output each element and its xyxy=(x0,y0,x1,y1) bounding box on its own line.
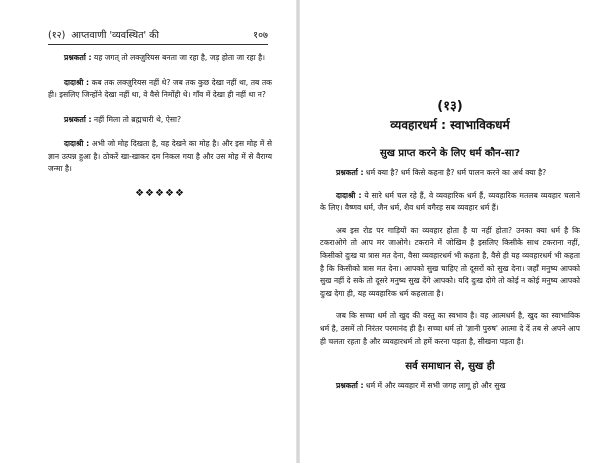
section-end-ornament: ❖❖❖❖❖ xyxy=(135,187,185,199)
paragraph xyxy=(48,138,272,176)
paragraph-text: ये सारे धर्म चल रहे हैं, वे व्यवहारिक धर्म हैं, व्यवहारिक मतलब व्यवहार चलाने के लिए। वैष्णव धर्म, जैन धर्म, शैव धर्म वगैरह सब व्यवहार धर्म हैं। xyxy=(320,190,580,213)
section-heading: सुख प्राप्त करने के लिए धर्म कौन-सा? xyxy=(379,148,521,159)
right-page xyxy=(300,0,600,463)
speaker-label: दादाश्री : xyxy=(64,77,90,87)
paragraph xyxy=(320,310,580,348)
running-header xyxy=(48,28,268,45)
chapter-number: (१३) xyxy=(437,99,463,114)
chapter-title: व्यवहारधर्म : स्वाभाविकधर्म xyxy=(390,118,510,132)
paragraph xyxy=(48,77,272,102)
speaker-label: प्रश्नकर्ता : xyxy=(64,114,92,124)
paragraph xyxy=(320,167,580,180)
left-page xyxy=(0,0,296,463)
speaker-label: प्रश्नकर्ता : xyxy=(336,168,364,177)
sub-heading: सर्व समाधान से, सुख ही xyxy=(405,361,495,373)
page-number: १०७ xyxy=(253,30,268,41)
left-text-column xyxy=(48,52,272,199)
speaker-label: दादाश्री : xyxy=(336,190,362,200)
paragraph-text: नहीं मिला तो ब्रह्मचारी थे, ऐसा? xyxy=(91,114,181,124)
paragraph xyxy=(48,114,272,127)
paragraph-text: अभी जो मोह दिखता है, वह देखने का मोह है। और इस मोह में से ज्ञान उत्पन्न हुआ है। ठोकरें खा-खाकर दम निकल गया है और उस मोह में से वैराग्य जन्मा है। xyxy=(48,139,272,173)
paragraph xyxy=(320,380,580,393)
paragraph xyxy=(48,52,272,65)
right-text-column xyxy=(320,96,580,403)
paragraph-text: धर्म क्या है? धर्म किसे कहना है? धर्म पालन करने का अर्थ क्या है? xyxy=(363,168,547,177)
page-label: (१२) xyxy=(48,30,66,41)
speaker-label: प्रश्नकर्ता : xyxy=(336,381,364,391)
paragraph xyxy=(320,225,580,301)
speaker-label: प्रश्नकर्ता : xyxy=(64,53,92,62)
running-title: आप्तवाणी 'व्यवस्थित' की xyxy=(71,30,159,41)
speaker-label: दादाश्री : xyxy=(64,139,90,148)
paragraph-text: जब कि सच्चा धर्म तो खुद की वस्तु का स्वभाव है। वह आत्मधर्म है, खुद का स्वाभाविक धर्म है, उसमें तो निरंतर परमानंद ही है। सच्चा धर्म तो 'ज्ञानी पुरुष' आत्मा दे दें तब से अपने आप ही चलता रहता है और व्यवहारधर्म तो हमें करना पड़ता है, सीखना पड़ता है। xyxy=(320,311,580,346)
paragraph-text: धर्म में और व्यवहार में सभी जगह लागू हो और सुख xyxy=(363,381,506,391)
paragraph-text: अब इस रोड पर गाड़ियों का व्यवहार होता है या नहीं होता? उनका क्या धर्म है कि टकराओगे तो आप मर जाओगे। टकराने में जोखिम है इसलिए किसीके साथ टकराना नहीं, किसीको दुःख या त्रास मत देना, वैसा व्यवहारधर्म भी कहता है, वैसे ही यह व्यवहारधर्म भी कहता है कि किसीको त्रास मत देना। आपको सुख चाहिए तो दूसरों को सुख देना। जहाँ मनुष्य आपको सुख नहीं दे सके तो दूसरे मनुष्य सुख देंगे आपको। यदि दुःख दोगे तो कोई न कोई मनुष्य आपको दुःख देगा ही, यह व्यवहारिक धर्म कहलाता है। xyxy=(320,225,580,298)
paragraph xyxy=(320,190,580,215)
paragraph-text: यह जगत् तो लक्ज़ुरियस बनता जा रहा है, जड़ होता जा रहा है। xyxy=(91,53,265,62)
paragraph-text: कब तक लक्ज़ुरियस नहीं थे? जब तक कुछ देखा नहीं था, तब तक ही। इसलिए जिन्होंने देखा नहीं था, वे वैसे निर्मोही थे। गाँव में देखा ही नहीं था न? xyxy=(48,77,272,99)
